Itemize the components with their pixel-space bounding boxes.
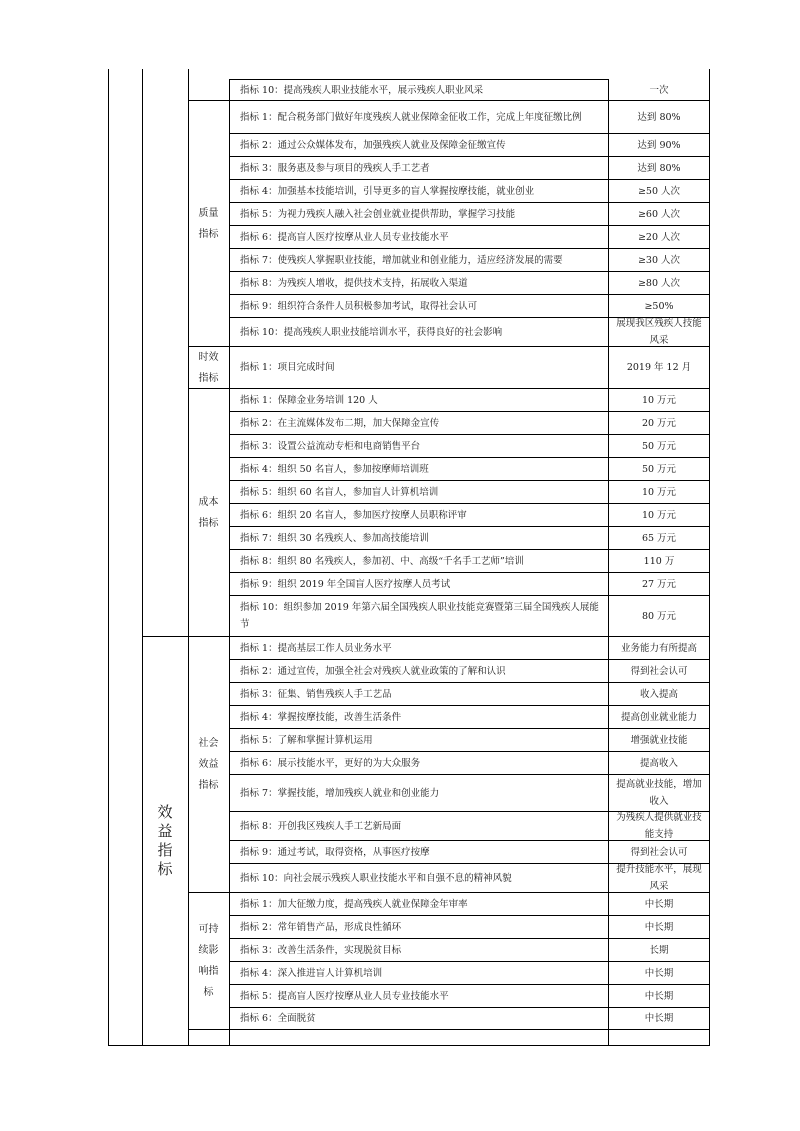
table-bottom-rule bbox=[108, 1045, 710, 1046]
indicator-cell: 指标 3：改善生活条件，实现脱贫目标 bbox=[240, 944, 402, 956]
target-value-cell: 80 万元 bbox=[641, 610, 677, 622]
target-value-cell: 一次 bbox=[649, 84, 669, 96]
level1-column-rule bbox=[142, 69, 143, 1045]
indicator-cell: 指标 9：组织符合条件人员积极参加考试，取得社会认可 bbox=[240, 300, 478, 312]
indicator-cell: 指标 7：使残疾人掌握职业技能，增加就业和创业能力，适应经济发展的需要 bbox=[240, 254, 563, 266]
target-value-cell: 达到 80% bbox=[637, 162, 681, 174]
target-value-cell: 展现我区残疾人技能风采 bbox=[616, 318, 702, 346]
target-value-cell: 为残疾人提供就业技能支持 bbox=[616, 812, 702, 840]
level1-category-label: 效益指标 bbox=[157, 803, 173, 878]
category-label: 质量指标 bbox=[198, 207, 219, 240]
target-value-cell: 得到社会认可 bbox=[630, 846, 688, 858]
target-value-cell: 20 万元 bbox=[641, 417, 677, 429]
target-value-cell: 110 万 bbox=[643, 555, 675, 567]
target-value-cell: ≥60 人次 bbox=[637, 208, 681, 220]
indicator-cell: 指标 6：展示技能水平，更好的为大众服务 bbox=[240, 757, 421, 769]
target-value-cell: 65 万元 bbox=[641, 532, 677, 544]
indicator-cell: 指标 4：掌握按摩技能，改善生活条件 bbox=[240, 711, 402, 723]
target-value-cell: ≥30 人次 bbox=[637, 254, 681, 266]
target-value-cell: 提高就业技能，增加收入 bbox=[616, 779, 702, 807]
indicator-cell: 指标 5：为视力残疾人融入社会创业就业提供帮助，掌握学习技能 bbox=[240, 208, 516, 220]
target-value-cell: 中长期 bbox=[644, 990, 674, 1002]
target-value-cell: 提高收入 bbox=[639, 757, 678, 769]
indicator-cell: 指标 7：掌握技能，增加残疾人就业和创业能力 bbox=[240, 787, 440, 799]
category-label: 可持续影响指标 bbox=[198, 924, 219, 998]
indicator-cell: 指标 2：常年销售产品，形成良性循环 bbox=[240, 921, 402, 933]
target-value-cell: 50 万元 bbox=[641, 440, 677, 452]
indicator-cell: 指标 10：组织参加 2019 年第六届全国残疾人职业技能竞赛暨第三届全国残疾人展能节 bbox=[240, 602, 599, 630]
indicator-cell: 指标 2：通过宣传，加强全社会对残疾人就业政策的了解和认识 bbox=[240, 665, 506, 677]
target-value-cell: ≥80 人次 bbox=[637, 277, 681, 289]
indicator-cell: 指标 1：加大征缴力度，提高残疾人就业保障金年审率 bbox=[240, 898, 468, 910]
indicator-cell: 指标 5：了解和掌握计算机运用 bbox=[240, 734, 373, 746]
indicator-cell: 指标 3：服务惠及参与项目的残疾人手工艺者 bbox=[240, 162, 430, 174]
category-column-rule bbox=[188, 69, 189, 1045]
indicator-cell: 指标 10：提高残疾人职业技能培训水平，获得良好的社会影响 bbox=[240, 326, 503, 338]
indicator-cell: 指标 1：项目完成时间 bbox=[240, 362, 335, 373]
indicator-cell: 指标 8：开创我区残疾人手工艺新局面 bbox=[240, 820, 402, 832]
indicator-cell: 指标 7：组织 30 名残疾人、参加高技能培训 bbox=[240, 532, 429, 544]
indicator-cell: 指标 4：深入推进盲人计算机培训 bbox=[240, 967, 383, 979]
indicator-cell: 指标 2：通过公众媒体发布，加强残疾人就业及保障金征缴宣传 bbox=[240, 139, 506, 151]
target-value-cell: 中长期 bbox=[644, 921, 674, 933]
category-label: 时效指标 bbox=[198, 351, 219, 384]
indicator-cell: 指标 4：组织 50 名盲人，参加按摩师培训班 bbox=[240, 463, 429, 475]
indicator-cell: 指标 8：组织 80 名残疾人，参加初、中、高级“千名手工艺师”培训 bbox=[240, 555, 524, 567]
indicator-cell: 指标 9：组织 2019 年全国盲人医疗按摩人员考试 bbox=[240, 578, 451, 590]
target-value-cell: 中长期 bbox=[644, 1013, 674, 1024]
indicator-cell: 指标 1：保障金业务培训 120 人 bbox=[240, 394, 378, 406]
table-left-border bbox=[108, 69, 109, 1045]
target-value-cell: 增强就业技能 bbox=[630, 734, 688, 746]
target-value-cell: 提高创业就业能力 bbox=[620, 711, 697, 723]
target-value-cell: 业务能力有所提高 bbox=[620, 642, 697, 654]
category-label bbox=[194, 80, 223, 100]
target-value-cell: 达到 90% bbox=[637, 139, 681, 151]
target-value-cell: ≥50 人次 bbox=[637, 185, 681, 197]
indicator-cell: 指标 6：全面脱贫 bbox=[240, 1013, 316, 1024]
indicator-cell: 指标 3：征集、销售残疾人手工艺品 bbox=[240, 688, 392, 700]
target-value-cell: 得到社会认可 bbox=[630, 665, 688, 677]
indicator-cell: 指标 5：提高盲人医疗按摩从业人员专业技能水平 bbox=[240, 990, 449, 1002]
target-value-cell: 收入提高 bbox=[639, 688, 678, 700]
target-value-cell: 提升技能水平，展现风采 bbox=[616, 864, 702, 892]
target-value-cell: 27 万元 bbox=[641, 578, 677, 590]
indicator-cell: 指标 6：组织 20 名盲人，参加医疗按摩人员职称评审 bbox=[240, 509, 467, 521]
indicator-cell: 指标 4：加强基本技能培训，引导更多的盲人掌握按摩技能，就业创业 bbox=[240, 185, 535, 197]
table-right-border bbox=[709, 69, 710, 1045]
indicator-cell: 指标 2：在主流媒体发布二期，加大保障金宣传 bbox=[240, 417, 440, 429]
indicator-cell: 指标 8：为残疾人增收，提供技术支持，拓展收入渠道 bbox=[240, 277, 468, 289]
target-value-cell: 达到 80% bbox=[637, 111, 681, 123]
category-label: 成本指标 bbox=[198, 496, 219, 529]
indicator-cell: 指标 10：向社会展示残疾人职业技能水平和自强不息的精神风貌 bbox=[240, 872, 512, 884]
target-value-cell: 长期 bbox=[649, 944, 669, 956]
target-value-cell: ≥20 人次 bbox=[637, 231, 681, 243]
indicator-cell: 指标 1：提高基层工作人员业务水平 bbox=[240, 642, 392, 654]
indicator-cell: 指标 9：通过考试，取得资格，从事医疗按摩 bbox=[240, 846, 430, 858]
target-value-cell: 50 万元 bbox=[641, 463, 677, 475]
target-value-cell: ≥50% bbox=[644, 300, 674, 312]
indicator-cell: 指标 1：配合税务部门做好年度残疾人就业保障金征收工作，完成上年度征缴比例 bbox=[240, 111, 582, 123]
category-rule bbox=[188, 1029, 230, 1030]
target-value-cell: 2019 年 12 月 bbox=[626, 362, 692, 373]
target-value-cell: 10 万元 bbox=[641, 509, 677, 521]
target-value-cell: 10 万元 bbox=[641, 394, 677, 406]
target-value-cell: 中长期 bbox=[644, 898, 674, 910]
row-rule bbox=[229, 1029, 710, 1030]
category-label: 社会效益指标 bbox=[198, 738, 219, 791]
indicator-cell: 指标 3：设置公益流动专柜和电商销售平台 bbox=[240, 440, 421, 452]
indicator-cell: 指标 5：组织 60 名盲人，参加盲人计算机培训 bbox=[240, 486, 439, 498]
target-value-cell: 10 万元 bbox=[641, 486, 677, 498]
target-value-cell: 中长期 bbox=[644, 967, 674, 979]
indicator-cell: 指标 6：提高盲人医疗按摩从业人员专业技能水平 bbox=[240, 231, 449, 243]
indicator-cell: 指标 10：提高残疾人职业技能水平，展示残疾人职业风采 bbox=[240, 84, 484, 96]
